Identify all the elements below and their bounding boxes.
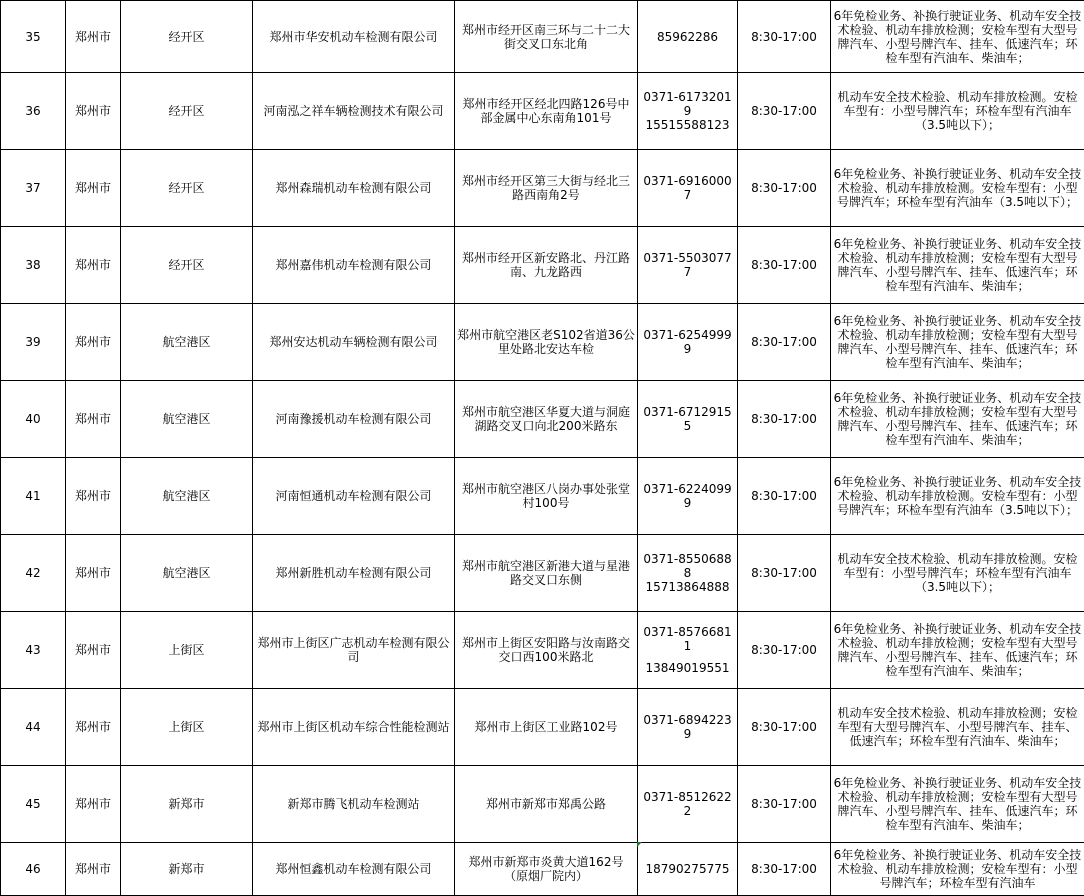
city-cell[interactable] xyxy=(66,304,121,381)
district-cell-text: 经开区 xyxy=(123,104,250,118)
phone-cell[interactable] xyxy=(638,689,738,766)
address-cell-text: 郑州市上街区工业路102号 xyxy=(457,720,635,734)
city-cell-text: 郑州市 xyxy=(68,181,118,195)
hours-cell[interactable] xyxy=(738,150,831,227)
row-number-cell[interactable] xyxy=(1,458,66,535)
district-cell-text: 新郑市 xyxy=(123,797,250,811)
business-scope-cell[interactable] xyxy=(831,73,1084,150)
station-name-cell-text: 新郑市腾飞机动车检测站 xyxy=(255,797,452,811)
station-name-cell-text: 河南泓之祥车辆检测技术有限公司 xyxy=(255,104,452,118)
phone-secondary: 15713864888 xyxy=(640,580,735,594)
station-name-cell[interactable] xyxy=(253,381,455,458)
city-cell-text: 郑州市 xyxy=(68,30,118,44)
address-cell[interactable] xyxy=(455,535,638,612)
business-scope-cell[interactable] xyxy=(831,689,1084,766)
hours-cell-text: 8:30-17:00 xyxy=(740,566,828,580)
row-number-cell-text: 45 xyxy=(3,797,63,811)
business-scope-cell[interactable] xyxy=(831,227,1084,304)
district-cell[interactable] xyxy=(121,535,253,612)
phone-primary: 0371-68942239 xyxy=(640,713,735,741)
station-name-cell[interactable] xyxy=(253,689,455,766)
phone-cell[interactable] xyxy=(638,150,738,227)
hours-cell[interactable] xyxy=(738,843,831,896)
table-row xyxy=(1,535,1084,612)
hours-cell-text: 8:30-17:00 xyxy=(740,104,828,118)
district-cell[interactable] xyxy=(121,227,253,304)
address-cell[interactable] xyxy=(455,766,638,843)
business-scope-cell[interactable] xyxy=(831,612,1084,689)
hours-cell-text: 8:30-17:00 xyxy=(740,862,828,876)
district-cell-text: 上街区 xyxy=(123,643,250,657)
business-scope-cell-text: 机动车安全技术检验、机动车排放检测。安检车型有：小型号牌汽车；环检车型有汽油车（3.5吨以下）； xyxy=(833,552,1082,594)
address-cell-text: 郑州市经开区新安路北、丹江路南、九龙路西 xyxy=(457,251,635,279)
row-number-cell[interactable] xyxy=(1,1,66,73)
station-name-cell-text: 河南恒通机动车检测有限公司 xyxy=(255,489,452,503)
hours-cell[interactable] xyxy=(738,766,831,843)
station-name-cell[interactable] xyxy=(253,227,455,304)
row-number-cell[interactable] xyxy=(1,73,66,150)
row-number-cell-text: 38 xyxy=(3,258,63,272)
hours-cell-text: 8:30-17:00 xyxy=(740,335,828,349)
district-cell[interactable] xyxy=(121,381,253,458)
table-row xyxy=(1,381,1084,458)
phone-cell[interactable] xyxy=(638,381,738,458)
city-cell[interactable] xyxy=(66,1,121,73)
district-cell-text: 航空港区 xyxy=(123,489,250,503)
phone-primary: 0371-67129155 xyxy=(640,405,735,433)
business-scope-cell-text: 6年免检业务、补换行驶证业务、机动车安全技术检验、机动车排放检测；安检车型有大型号牌汽车、小型号牌汽车、挂车、低速汽车；环检车型有汽油车、柴油车； xyxy=(833,776,1082,832)
business-scope-cell[interactable] xyxy=(831,304,1084,381)
business-scope-cell-text: 6年免检业务、补换行驶证业务、机动车安全技术检验、机动车排放检测。安检车型有：小型号牌汽车；环检车型有汽油车（3.5吨以下）； xyxy=(833,167,1082,209)
table-row xyxy=(1,612,1084,689)
phone-cell[interactable] xyxy=(638,227,738,304)
hours-cell[interactable] xyxy=(738,73,831,150)
phone-cell[interactable] xyxy=(638,458,738,535)
district-cell-text: 经开区 xyxy=(123,30,250,44)
table-row xyxy=(1,150,1084,227)
phone-cell[interactable] xyxy=(638,73,738,150)
district-cell[interactable] xyxy=(121,1,253,73)
table-row xyxy=(1,766,1084,843)
address-cell-text: 郑州市航空港区新港大道与星港路交叉口东侧 xyxy=(457,559,635,587)
table-row xyxy=(1,843,1084,896)
city-cell[interactable] xyxy=(66,150,121,227)
address-cell[interactable] xyxy=(455,381,638,458)
row-number-cell-text: 46 xyxy=(3,862,63,876)
phone-secondary: 13849019551 xyxy=(640,661,735,675)
phone-cell[interactable] xyxy=(638,304,738,381)
phone-primary: 0371-69160007 xyxy=(640,174,735,202)
city-cell-text: 郑州市 xyxy=(68,797,118,811)
city-cell-text: 郑州市 xyxy=(68,862,118,876)
city-cell-text: 郑州市 xyxy=(68,258,118,272)
address-cell-text: 郑州市航空港区老S102省道36公里处路北安达车检 xyxy=(457,328,635,356)
station-name-cell-text: 郑州森瑞机动车检测有限公司 xyxy=(255,181,452,195)
city-cell-text: 郑州市 xyxy=(68,489,118,503)
phone-primary: 0371-85766811 xyxy=(640,625,735,653)
cell-comment-marker xyxy=(637,842,642,847)
phone-cell[interactable] xyxy=(638,843,738,896)
row-number-cell-text: 36 xyxy=(3,104,63,118)
business-scope-cell-text: 6年免检业务、补换行驶证业务、机动车安全技术检验、机动车排放检测；安检车型有大型号牌汽车、小型号牌汽车、挂车、低速汽车；环检车型有汽油车、柴油车； xyxy=(833,391,1082,447)
station-name-cell[interactable] xyxy=(253,843,455,896)
address-cell-text: 郑州市经开区经北四路126号中部金属中心东南角101号 xyxy=(457,97,635,125)
station-name-cell-text: 河南豫援机动车检测有限公司 xyxy=(255,412,452,426)
address-cell[interactable] xyxy=(455,458,638,535)
address-cell[interactable] xyxy=(455,612,638,689)
district-cell[interactable] xyxy=(121,689,253,766)
phone-primary: 0371-61732019 xyxy=(640,90,735,118)
address-cell-text: 郑州市上街区安阳路与汝南路交交口西100米路北 xyxy=(457,636,635,664)
city-cell-text: 郑州市 xyxy=(68,335,118,349)
address-cell[interactable] xyxy=(455,843,638,896)
phone-primary: 18790275775 xyxy=(640,862,735,876)
table-row xyxy=(1,1,1084,73)
hours-cell-text: 8:30-17:00 xyxy=(740,643,828,657)
phone-cell[interactable] xyxy=(638,612,738,689)
hours-cell[interactable] xyxy=(738,381,831,458)
row-number-cell[interactable] xyxy=(1,843,66,896)
station-name-cell[interactable] xyxy=(253,1,455,73)
station-name-cell[interactable] xyxy=(253,766,455,843)
business-scope-cell[interactable] xyxy=(831,150,1084,227)
district-cell-text: 航空港区 xyxy=(123,566,250,580)
address-cell-text: 郑州市经开区南三环与二十二大街交叉口东北角 xyxy=(457,23,635,51)
district-cell-text: 新郑市 xyxy=(123,862,250,876)
station-name-cell-text: 郑州市上街区广志机动车检测有限公司 xyxy=(255,636,452,664)
district-cell-text: 经开区 xyxy=(123,181,250,195)
phone-cell[interactable] xyxy=(638,1,738,73)
district-cell[interactable] xyxy=(121,612,253,689)
address-cell-text: 郑州市航空港区八岗办事处张堂村100号 xyxy=(457,482,635,510)
city-cell-text: 郑州市 xyxy=(68,104,118,118)
row-number-cell[interactable] xyxy=(1,304,66,381)
row-number-cell[interactable] xyxy=(1,612,66,689)
hours-cell-text: 8:30-17:00 xyxy=(740,797,828,811)
city-cell-text: 郑州市 xyxy=(68,412,118,426)
station-name-cell-text: 郑州市上街区机动车综合性能检测站 xyxy=(255,720,452,734)
city-cell[interactable] xyxy=(66,843,121,896)
hours-cell[interactable] xyxy=(738,227,831,304)
city-cell[interactable] xyxy=(66,612,121,689)
station-name-cell[interactable] xyxy=(253,304,455,381)
hours-cell-text: 8:30-17:00 xyxy=(740,412,828,426)
business-scope-cell[interactable] xyxy=(831,381,1084,458)
district-cell[interactable] xyxy=(121,304,253,381)
station-name-cell-text: 郑州恒鑫机动车检测有限公司 xyxy=(255,862,452,876)
district-cell-text: 航空港区 xyxy=(123,335,250,349)
district-cell[interactable] xyxy=(121,150,253,227)
phone-spacer xyxy=(640,653,735,661)
business-scope-cell[interactable] xyxy=(831,458,1084,535)
hours-cell[interactable] xyxy=(738,612,831,689)
hours-cell[interactable] xyxy=(738,1,831,73)
city-cell[interactable] xyxy=(66,535,121,612)
row-number-cell[interactable] xyxy=(1,766,66,843)
district-cell[interactable] xyxy=(121,766,253,843)
station-name-cell-text: 郑州安达机动车辆检测有限公司 xyxy=(255,335,452,349)
city-cell[interactable] xyxy=(66,689,121,766)
address-cell-text: 郑州市航空港区华夏大道与洞庭湖路交叉口向北200米路东 xyxy=(457,405,635,433)
city-cell-text: 郑州市 xyxy=(68,643,118,657)
address-cell[interactable] xyxy=(455,73,638,150)
table-row xyxy=(1,689,1084,766)
phone-primary: 0371-55030777 xyxy=(640,251,735,279)
hours-cell-text: 8:30-17:00 xyxy=(740,181,828,195)
phone-primary: 0371-62240999 xyxy=(640,482,735,510)
row-number-cell[interactable] xyxy=(1,535,66,612)
city-cell[interactable] xyxy=(66,381,121,458)
station-name-cell-text: 郑州嘉伟机动车检测有限公司 xyxy=(255,258,452,272)
address-cell[interactable] xyxy=(455,227,638,304)
phone-primary: 0371-62549999 xyxy=(640,328,735,356)
district-cell[interactable] xyxy=(121,73,253,150)
table-row xyxy=(1,227,1084,304)
district-cell-text: 上街区 xyxy=(123,720,250,734)
station-name-cell-text: 郑州市华安机动车检测有限公司 xyxy=(255,30,452,44)
hours-cell[interactable] xyxy=(738,535,831,612)
hours-cell[interactable] xyxy=(738,689,831,766)
row-number-cell[interactable] xyxy=(1,150,66,227)
station-name-cell[interactable] xyxy=(253,458,455,535)
district-cell[interactable] xyxy=(121,843,253,896)
row-number-cell-text: 43 xyxy=(3,643,63,657)
phone-cell[interactable] xyxy=(638,766,738,843)
city-cell[interactable] xyxy=(66,73,121,150)
row-number-cell-text: 37 xyxy=(3,181,63,195)
district-cell-text: 经开区 xyxy=(123,258,250,272)
city-cell[interactable] xyxy=(66,458,121,535)
hours-cell-text: 8:30-17:00 xyxy=(740,258,828,272)
row-number-cell-text: 35 xyxy=(3,30,63,44)
city-cell-text: 郑州市 xyxy=(68,720,118,734)
row-number-cell-text: 44 xyxy=(3,720,63,734)
table-row xyxy=(1,304,1084,381)
hours-cell[interactable] xyxy=(738,458,831,535)
row-number-cell[interactable] xyxy=(1,689,66,766)
table-row xyxy=(1,73,1084,150)
district-cell-text: 航空港区 xyxy=(123,412,250,426)
address-cell-text: 郑州市新郑市郑禹公路 xyxy=(457,797,635,811)
business-scope-cell-text: 6年免检业务、补换行驶证业务、机动车安全技术检验、机动车排放检测；安检车型有大型号牌汽车、小型号牌汽车、挂车、低速汽车；环检车型有汽油车、柴油车； xyxy=(833,622,1082,678)
business-scope-cell[interactable] xyxy=(831,766,1084,843)
hours-cell[interactable] xyxy=(738,304,831,381)
business-scope-cell-text: 机动车安全技术检验、机动车排放检测。安检车型有：小型号牌汽车；环检车型有汽油车（3.5吨以下）； xyxy=(833,90,1082,132)
district-cell[interactable] xyxy=(121,458,253,535)
address-cell-text: 郑州市新郑市炎黄大道162号（原烟厂院内） xyxy=(457,855,635,883)
phone-cell[interactable] xyxy=(638,535,738,612)
city-cell-text: 郑州市 xyxy=(68,566,118,580)
table-row xyxy=(1,458,1084,535)
phone-primary: 85962286 xyxy=(640,30,735,44)
row-number-cell-text: 39 xyxy=(3,335,63,349)
business-scope-cell[interactable] xyxy=(831,1,1084,73)
station-name-cell[interactable] xyxy=(253,535,455,612)
business-scope-cell-text: 机动车安全技术检验、机动车排放检测；安检车型有大型号牌汽车、小型号牌汽车、挂车、低速汽车；环检车型有汽油车、柴油车； xyxy=(833,706,1082,748)
business-scope-cell-text: 6年免检业务、补换行驶证业务、机动车安全技术检验、机动车排放检测；安检车型有大型号牌汽车、小型号牌汽车、挂车、低速汽车；环检车型有汽油车、柴油车； xyxy=(833,314,1082,370)
city-cell[interactable] xyxy=(66,766,121,843)
address-cell[interactable] xyxy=(455,304,638,381)
row-number-cell[interactable] xyxy=(1,227,66,304)
station-name-cell-text: 郑州新胜机动车检测有限公司 xyxy=(255,566,452,580)
row-number-cell-text: 42 xyxy=(3,566,63,580)
phone-secondary: 15515588123 xyxy=(640,118,735,132)
hours-cell-text: 8:30-17:00 xyxy=(740,720,828,734)
phone-primary: 0371-85126222 xyxy=(640,790,735,818)
address-cell[interactable] xyxy=(455,689,638,766)
city-cell[interactable] xyxy=(66,227,121,304)
station-name-cell[interactable] xyxy=(253,612,455,689)
address-cell[interactable] xyxy=(455,150,638,227)
station-name-cell[interactable] xyxy=(253,73,455,150)
business-scope-cell-text: 6年免检业务、补换行驶证业务、机动车安全技术检验、机动车排放检测；安检车型有大型号牌汽车、小型号牌汽车、挂车、低速汽车；环检车型有汽油车、柴油车； xyxy=(833,237,1082,293)
address-cell[interactable] xyxy=(455,1,638,73)
business-scope-cell[interactable] xyxy=(831,843,1084,896)
row-number-cell-text: 41 xyxy=(3,489,63,503)
row-number-cell[interactable] xyxy=(1,381,66,458)
station-name-cell[interactable] xyxy=(253,150,455,227)
business-scope-cell-text: 6年免检业务、补换行驶证业务、机动车安全技术检验、机动车排放检测。安检车型有：小型号牌汽车；环检车型有汽油车（3.5吨以下）； xyxy=(833,475,1082,517)
business-scope-cell-text: 6年免检业务、补换行驶证业务、机动车安全技术检验、机动车排放检测；安检车型有大型号牌汽车、小型号牌汽车、挂车、低速汽车；环检车型有汽油车、柴油车； xyxy=(833,9,1082,65)
row-number-cell-text: 40 xyxy=(3,412,63,426)
hours-cell-text: 8:30-17:00 xyxy=(740,489,828,503)
business-scope-cell[interactable] xyxy=(831,535,1084,612)
address-cell-text: 郑州市经开区第三大街与经北三路西南角2号 xyxy=(457,174,635,202)
phone-primary: 0371-85506888 xyxy=(640,552,735,580)
hours-cell-text: 8:30-17:00 xyxy=(740,30,828,44)
business-scope-cell-text: 6年免检业务、补换行驶证业务、机动车安全技术检验、机动车排放检测；安检车型有：小型号牌汽车；环检车型有汽油车 xyxy=(833,848,1082,890)
